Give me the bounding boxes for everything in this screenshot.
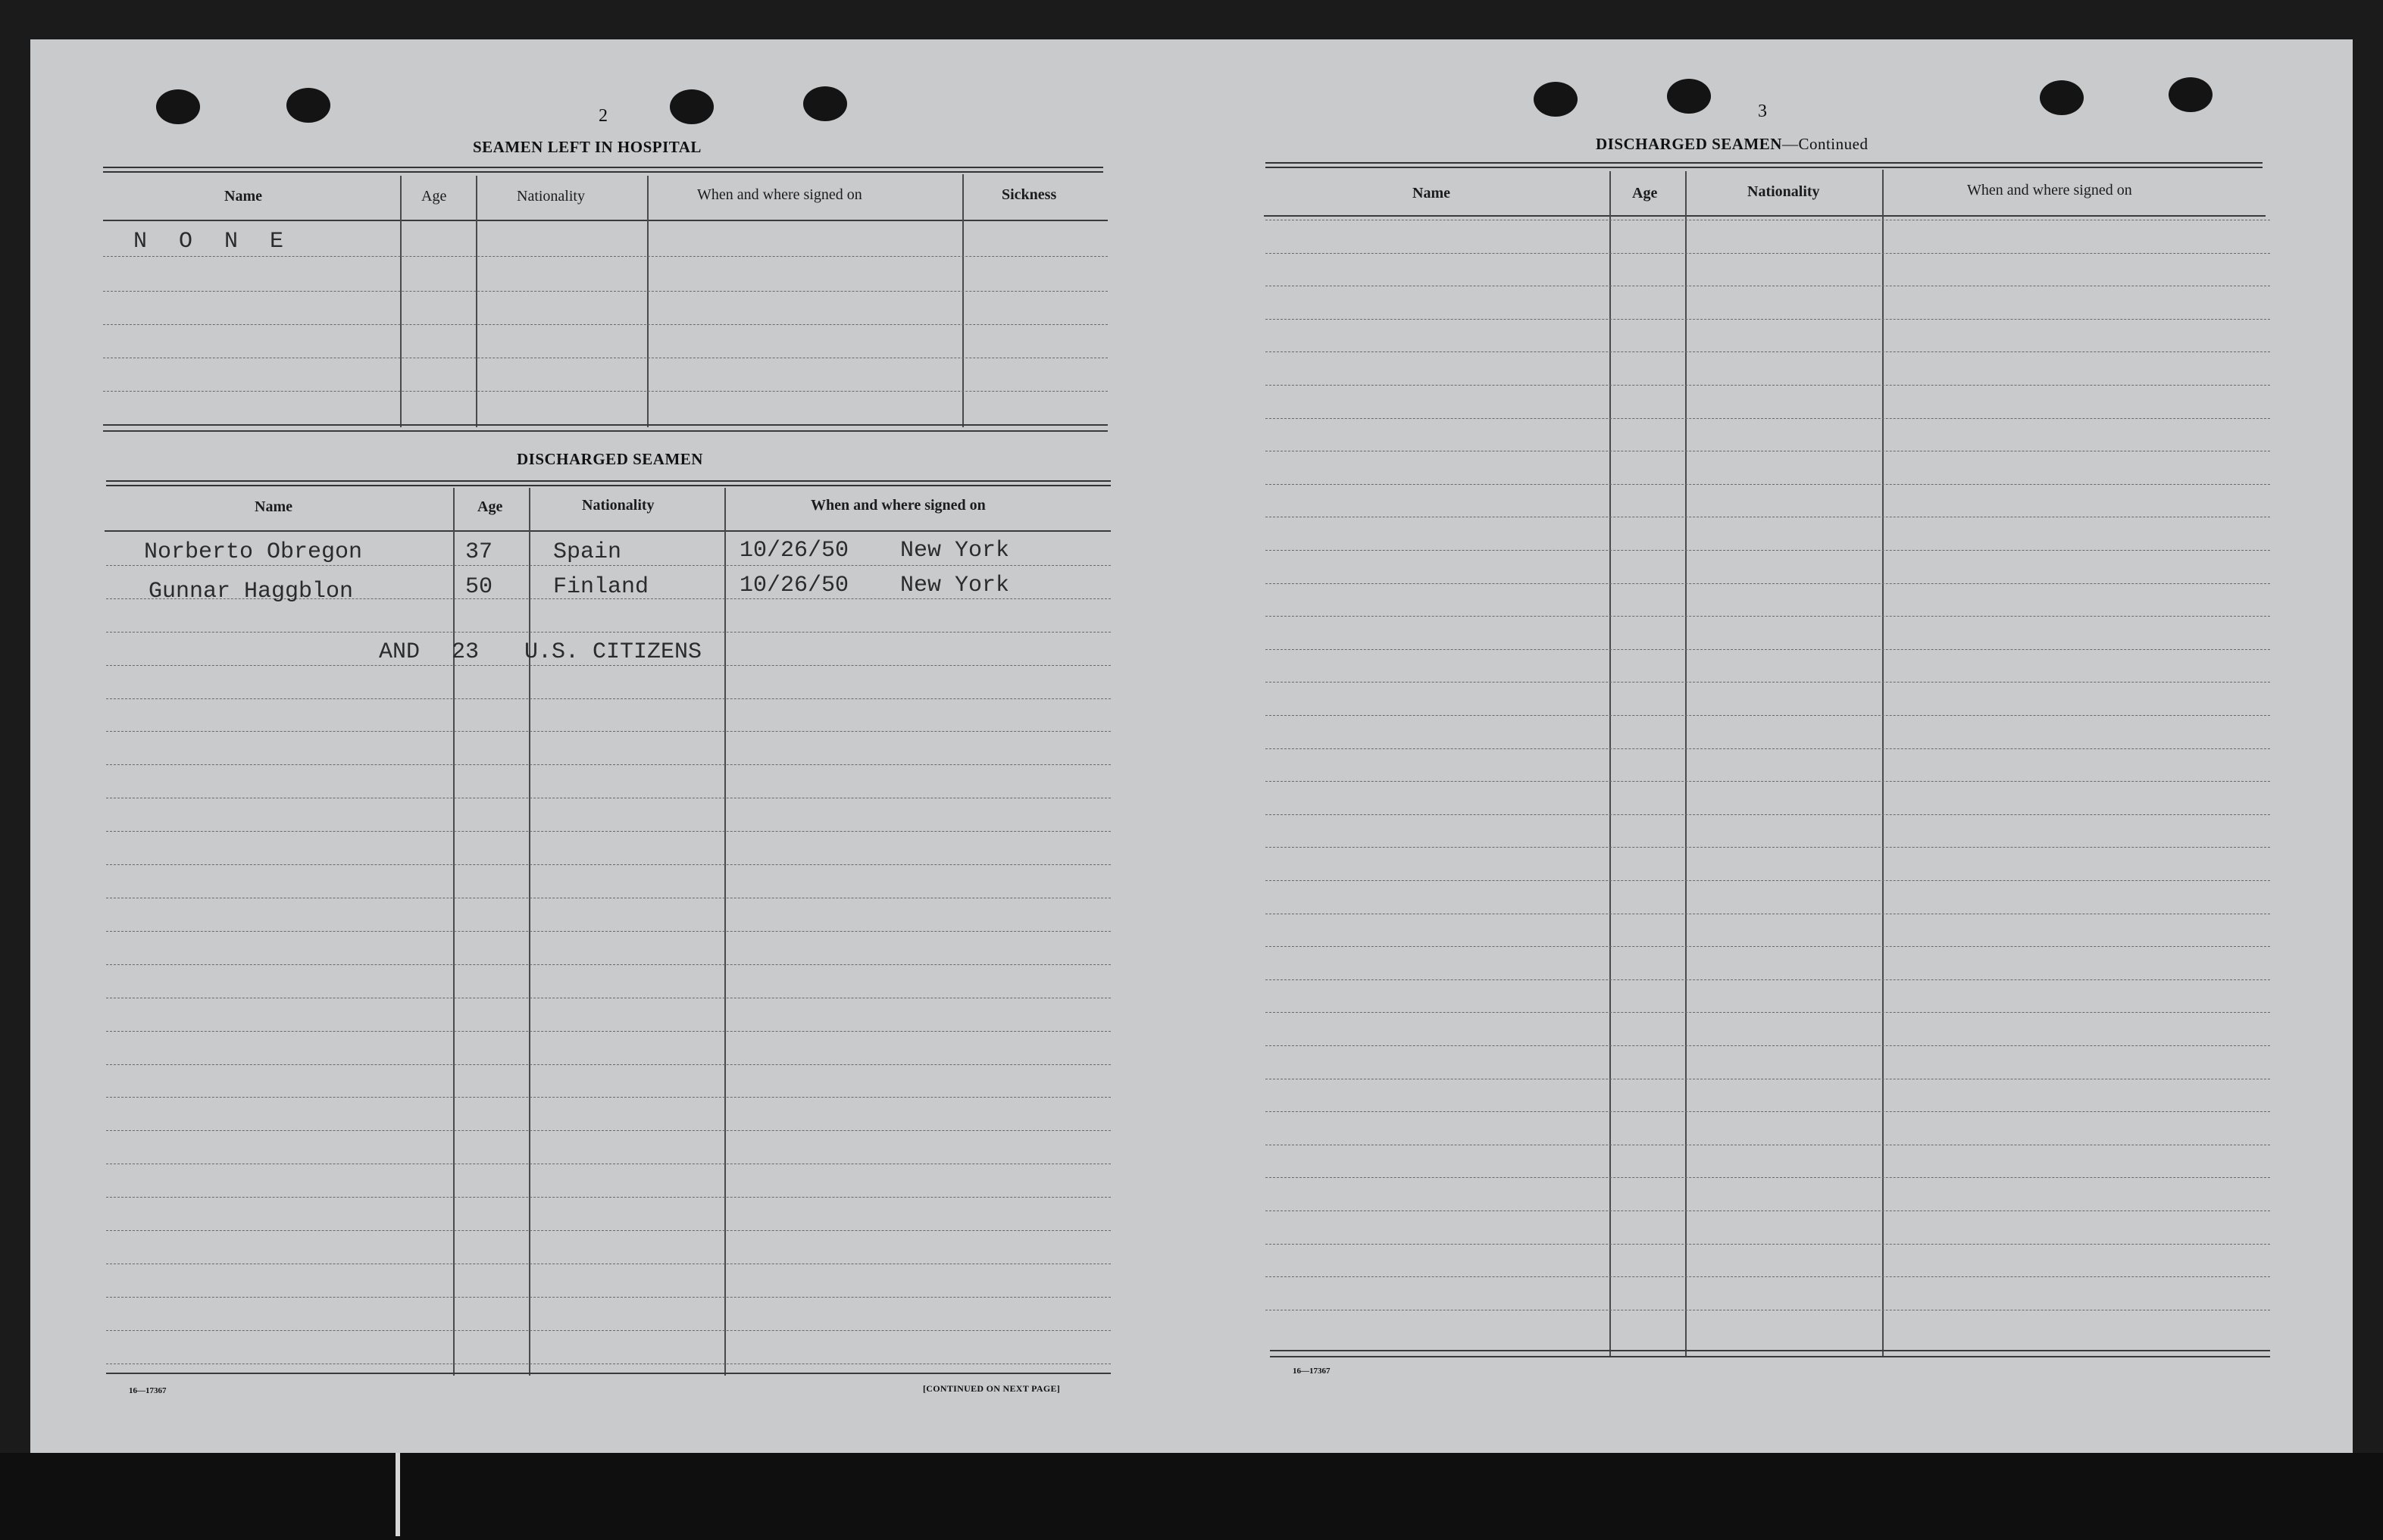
page-number-left: 2 bbox=[599, 106, 608, 126]
row-line bbox=[1265, 319, 2270, 320]
row-line bbox=[1265, 979, 2270, 980]
discharged-row-1-date: 10/26/50 bbox=[740, 538, 849, 564]
discharged-row-2-place: New York bbox=[900, 573, 1010, 598]
row-line bbox=[1265, 1012, 2270, 1013]
row-line bbox=[1265, 682, 2270, 683]
row-line bbox=[106, 1197, 1111, 1198]
column-divider bbox=[1685, 171, 1687, 1356]
continued-note: [CONTINUED ON NEXT PAGE] bbox=[923, 1383, 1061, 1394]
row-line bbox=[103, 291, 1108, 292]
row-line bbox=[1265, 1177, 2270, 1178]
row-line bbox=[103, 256, 1108, 257]
row-line bbox=[106, 632, 1111, 633]
discharged-row-1-nationality: Spain bbox=[553, 539, 622, 565]
ledger-page bbox=[30, 39, 2353, 1453]
column-divider bbox=[724, 488, 726, 1376]
row-line bbox=[1265, 847, 2270, 848]
scan-edge bbox=[0, 1453, 2383, 1540]
hospital-top-rule bbox=[103, 167, 1103, 173]
hospital-header-rule bbox=[103, 220, 1108, 221]
row-line bbox=[1265, 1210, 2270, 1211]
row-line bbox=[1265, 1276, 2270, 1277]
row-line bbox=[106, 698, 1111, 699]
hospital-entry: N O N E bbox=[133, 229, 293, 255]
row-line bbox=[1265, 1045, 2270, 1046]
column-header-nationality: Nationality bbox=[517, 188, 585, 205]
discharged-row-2-age: 50 bbox=[465, 574, 493, 600]
row-line bbox=[1265, 946, 2270, 947]
row-line bbox=[1265, 781, 2270, 782]
column-divider bbox=[1609, 171, 1611, 1356]
row-line bbox=[1265, 253, 2270, 254]
discharged-row-1-place: New York bbox=[900, 538, 1010, 564]
column-header-signed-on: When and where signed on bbox=[697, 186, 862, 203]
column-header-signed-on: When and where signed on bbox=[1967, 182, 2132, 198]
column-divider bbox=[453, 488, 455, 1376]
row-line bbox=[106, 665, 1111, 666]
row-line bbox=[106, 1130, 1111, 1131]
discharged-bottom-rule bbox=[106, 1373, 1111, 1374]
discharged-header-rule bbox=[105, 530, 1111, 532]
punch-hole bbox=[286, 88, 330, 123]
row-line bbox=[106, 1230, 1111, 1231]
punch-hole bbox=[670, 89, 714, 124]
row-line bbox=[106, 1031, 1111, 1032]
column-header-nationality: Nationality bbox=[582, 497, 655, 514]
right-title-suffix: —Continued bbox=[1781, 135, 1869, 153]
row-line bbox=[106, 764, 1111, 765]
discharged-row-1-name: Norberto Obregon bbox=[144, 539, 363, 565]
column-header-name: Name bbox=[224, 188, 262, 205]
discharged-row-2-name: Gunnar Haggblon bbox=[149, 579, 354, 604]
row-line bbox=[106, 1097, 1111, 1098]
discharged-section-title: DISCHARGED SEAMEN bbox=[517, 450, 703, 468]
row-line bbox=[103, 324, 1108, 325]
row-line bbox=[1265, 880, 2270, 881]
row-line bbox=[1265, 1244, 2270, 1245]
discharged-top-rule bbox=[106, 480, 1111, 486]
row-line bbox=[1265, 814, 2270, 815]
form-code-left: 16—17367 bbox=[129, 1386, 167, 1395]
discharged-row-1-age: 37 bbox=[465, 539, 493, 565]
punch-hole bbox=[803, 86, 847, 121]
column-divider bbox=[962, 174, 964, 427]
column-header-sickness: Sickness bbox=[1002, 186, 1057, 203]
column-divider bbox=[476, 176, 477, 427]
form-code-right: 16—17367 bbox=[1293, 1367, 1331, 1376]
column-header-signed-on: When and where signed on bbox=[811, 497, 986, 514]
row-line bbox=[1265, 418, 2270, 419]
hospital-bottom-rule bbox=[103, 430, 1108, 432]
summary-prefix: AND bbox=[379, 639, 421, 665]
row-line bbox=[1265, 748, 2270, 749]
punch-hole bbox=[2040, 80, 2084, 115]
right-top-rule bbox=[1265, 162, 2263, 168]
column-divider bbox=[647, 176, 649, 427]
right-bottom-rule bbox=[1270, 1356, 2270, 1357]
column-header-nationality: Nationality bbox=[1747, 183, 1820, 200]
row-line bbox=[1265, 1111, 2270, 1112]
hospital-bottom-rule bbox=[103, 424, 1108, 426]
row-line bbox=[1265, 351, 2270, 352]
right-bottom-rule bbox=[1270, 1350, 2270, 1351]
row-line bbox=[103, 391, 1108, 392]
row-line bbox=[106, 864, 1111, 865]
right-header-rule bbox=[1264, 215, 2266, 217]
row-line bbox=[106, 931, 1111, 932]
column-header-name: Name bbox=[1412, 185, 1450, 201]
row-line bbox=[106, 1330, 1111, 1331]
row-line bbox=[1265, 715, 2270, 716]
row-line bbox=[1265, 583, 2270, 584]
paper-tear bbox=[396, 1453, 400, 1536]
discharged-row-2-date: 10/26/50 bbox=[740, 573, 849, 598]
right-title-main: DISCHARGED SEAMEN bbox=[1596, 135, 1782, 153]
summary-text: U.S. CITIZENS bbox=[524, 639, 702, 665]
punch-hole bbox=[2169, 77, 2213, 112]
column-divider bbox=[1882, 170, 1884, 1356]
row-line bbox=[106, 731, 1111, 732]
row-line bbox=[1265, 550, 2270, 551]
column-header-age: Age bbox=[1632, 185, 1658, 201]
punch-hole bbox=[1534, 82, 1578, 117]
row-line bbox=[106, 565, 1111, 566]
row-line bbox=[106, 1297, 1111, 1298]
row-line bbox=[1265, 484, 2270, 485]
column-header-age: Age bbox=[421, 188, 447, 205]
column-header-name: Name bbox=[255, 498, 292, 515]
row-line bbox=[1265, 649, 2270, 650]
column-header-age: Age bbox=[477, 498, 503, 515]
hospital-section-title: SEAMEN LEFT IN HOSPITAL bbox=[473, 138, 702, 156]
page-number-right: 3 bbox=[1758, 102, 1767, 121]
column-divider bbox=[400, 176, 402, 427]
column-divider bbox=[529, 488, 530, 1376]
row-line bbox=[1265, 616, 2270, 617]
discharged-row-2-nationality: Finland bbox=[553, 574, 649, 600]
row-line bbox=[106, 964, 1111, 965]
right-section-title bbox=[1596, 135, 1868, 154]
punch-hole bbox=[156, 89, 200, 124]
punch-hole bbox=[1667, 79, 1711, 114]
row-line bbox=[106, 1064, 1111, 1065]
row-line bbox=[1265, 385, 2270, 386]
row-line bbox=[106, 831, 1111, 832]
summary-count: 23 bbox=[452, 639, 480, 665]
